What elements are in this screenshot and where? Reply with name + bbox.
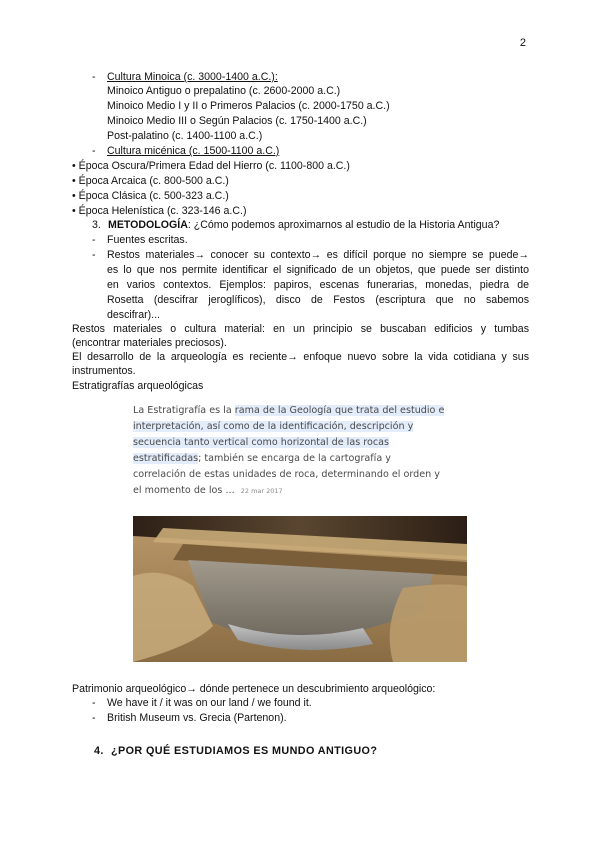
snippet-highlight: secuencia tanto vertical como horizontal de las rocas bbox=[133, 437, 390, 448]
patrimonio-item: British Museum vs. Grecia (Partenon). bbox=[107, 712, 287, 724]
list-dash: - bbox=[92, 71, 96, 83]
epoch-label: Época Helenística (c. 323-146 a.C.) bbox=[78, 205, 247, 217]
restos-line: es lo que nos permite identificar el significado de un objetos, que puede ser distinto bbox=[107, 264, 529, 276]
section-title: ¿POR QUÉ ESTUDIAMOS ES MUNDO ANTIGUO? bbox=[111, 745, 378, 757]
list-dash: - bbox=[92, 712, 96, 724]
restos-line: Restos materiales→ conocer su contexto→ es difícil porque no siempre se puede→ bbox=[107, 249, 529, 261]
restos-line: en varios contextos. Ejemplos: papiros, escenas funerarias, monedas, piedra de bbox=[107, 279, 529, 291]
stratigraphy-image bbox=[133, 516, 467, 662]
list-dash: - bbox=[92, 697, 96, 709]
right-bank bbox=[390, 584, 467, 662]
list-dash: - bbox=[92, 145, 96, 157]
snippet-highlight: estratificadas bbox=[133, 453, 199, 464]
patrimonio-item: We have it / it was on our land / we found it. bbox=[107, 697, 312, 709]
snippet-date: 22 mar 2017 bbox=[240, 487, 283, 495]
page-number: 2 bbox=[519, 37, 526, 49]
minoica-item: Minoico Antiguo o prepalatino (c. 2600-2000 a.C.) bbox=[107, 85, 341, 97]
snippet-line bbox=[133, 451, 466, 467]
restos-line: Rosetta (descifrar jeroglíficos), disco de Festos (escriptura que no sabemos bbox=[107, 294, 529, 306]
micenica-heading: Cultura micénica (c. 1500-1100 a.C.) bbox=[107, 145, 280, 157]
snippet-text: el momento de los ... bbox=[133, 485, 235, 496]
minoica-heading: Cultura Minoica (c. 3000-1400 a.C.): bbox=[107, 71, 278, 83]
list-dash: - bbox=[92, 249, 96, 261]
patrimonio-intro: Patrimonio arqueológico→ dónde pertenece un descubrimiento arqueológico: bbox=[72, 683, 436, 695]
snippet-line bbox=[133, 435, 466, 451]
paragraph-line: El desarrollo de la arqueología es reciente→ enfoque nuevo sobre la vida cotidiana y sus bbox=[72, 351, 529, 363]
paragraph-line: Restos materiales o cultura material: en un principio se buscaban edificios y tumbas bbox=[72, 323, 529, 335]
paragraph-line: (encontrar materiales preciosos). bbox=[72, 337, 227, 349]
section-question: : ¿Cómo podemos aproximarnos al estudio de la Historia Antigua? bbox=[187, 219, 500, 231]
epoch-label: Época Oscura/Primera Edad del Hierro (c. 1100-800 a.C.) bbox=[78, 160, 350, 172]
snippet-line: correlación de estas unidades de roca, determinando el orden y bbox=[133, 469, 440, 480]
snippet-line bbox=[133, 419, 466, 435]
snippet-highlight: rama de la Geología que trata del estudio e bbox=[234, 405, 445, 416]
section-number: 3. bbox=[92, 219, 101, 231]
restos-line: descifrar)... bbox=[107, 309, 160, 321]
section-3-heading bbox=[92, 219, 499, 232]
epoch-item: • Época Clásica (c. 500-323 a.C.) bbox=[72, 190, 229, 202]
epoch-label: Época Arcaica (c. 800-500 a.C.) bbox=[78, 175, 229, 187]
snippet-line bbox=[133, 403, 466, 419]
snippet-highlight: interpretación, así como de la identificación, descripción y bbox=[133, 421, 414, 432]
epoch-item: • Época Helenística (c. 323-146 a.C.) bbox=[72, 205, 247, 217]
epoch-item: • Época Arcaica (c. 800-500 a.C.) bbox=[72, 175, 229, 187]
minoica-item: Minoico Medio I y II o Primeros Palacios (c. 2000-1750 a.C.) bbox=[107, 100, 390, 112]
method-item: Fuentes escritas. bbox=[107, 234, 188, 246]
section-number: 4. bbox=[94, 745, 104, 757]
list-dash: - bbox=[92, 234, 96, 246]
paragraph-line: instrumentos. bbox=[72, 365, 136, 377]
snippet-text: La Estratigrafía es la bbox=[133, 405, 235, 416]
section-4-heading bbox=[94, 745, 377, 757]
epoch-label: Época Clásica (c. 500-323 a.C.) bbox=[78, 190, 229, 202]
snippet-text: ; también se encarga de la cartografía y bbox=[198, 453, 391, 464]
minoica-item: Minoico Medio III o Según Palacios (c. 1750-1400 a.C.) bbox=[107, 115, 367, 127]
minoica-item: Post-palatino (c. 1400-1100 a.C.) bbox=[107, 130, 263, 142]
snippet-line bbox=[133, 483, 466, 499]
epoch-item: • Época Oscura/Primera Edad del Hierro (c. 1100-800 a.C.) bbox=[72, 160, 350, 172]
definition-snippet bbox=[133, 403, 466, 503]
section-title: METODOLOGÍA bbox=[108, 219, 188, 231]
subheading: Estratigrafías arqueológicas bbox=[72, 380, 204, 392]
